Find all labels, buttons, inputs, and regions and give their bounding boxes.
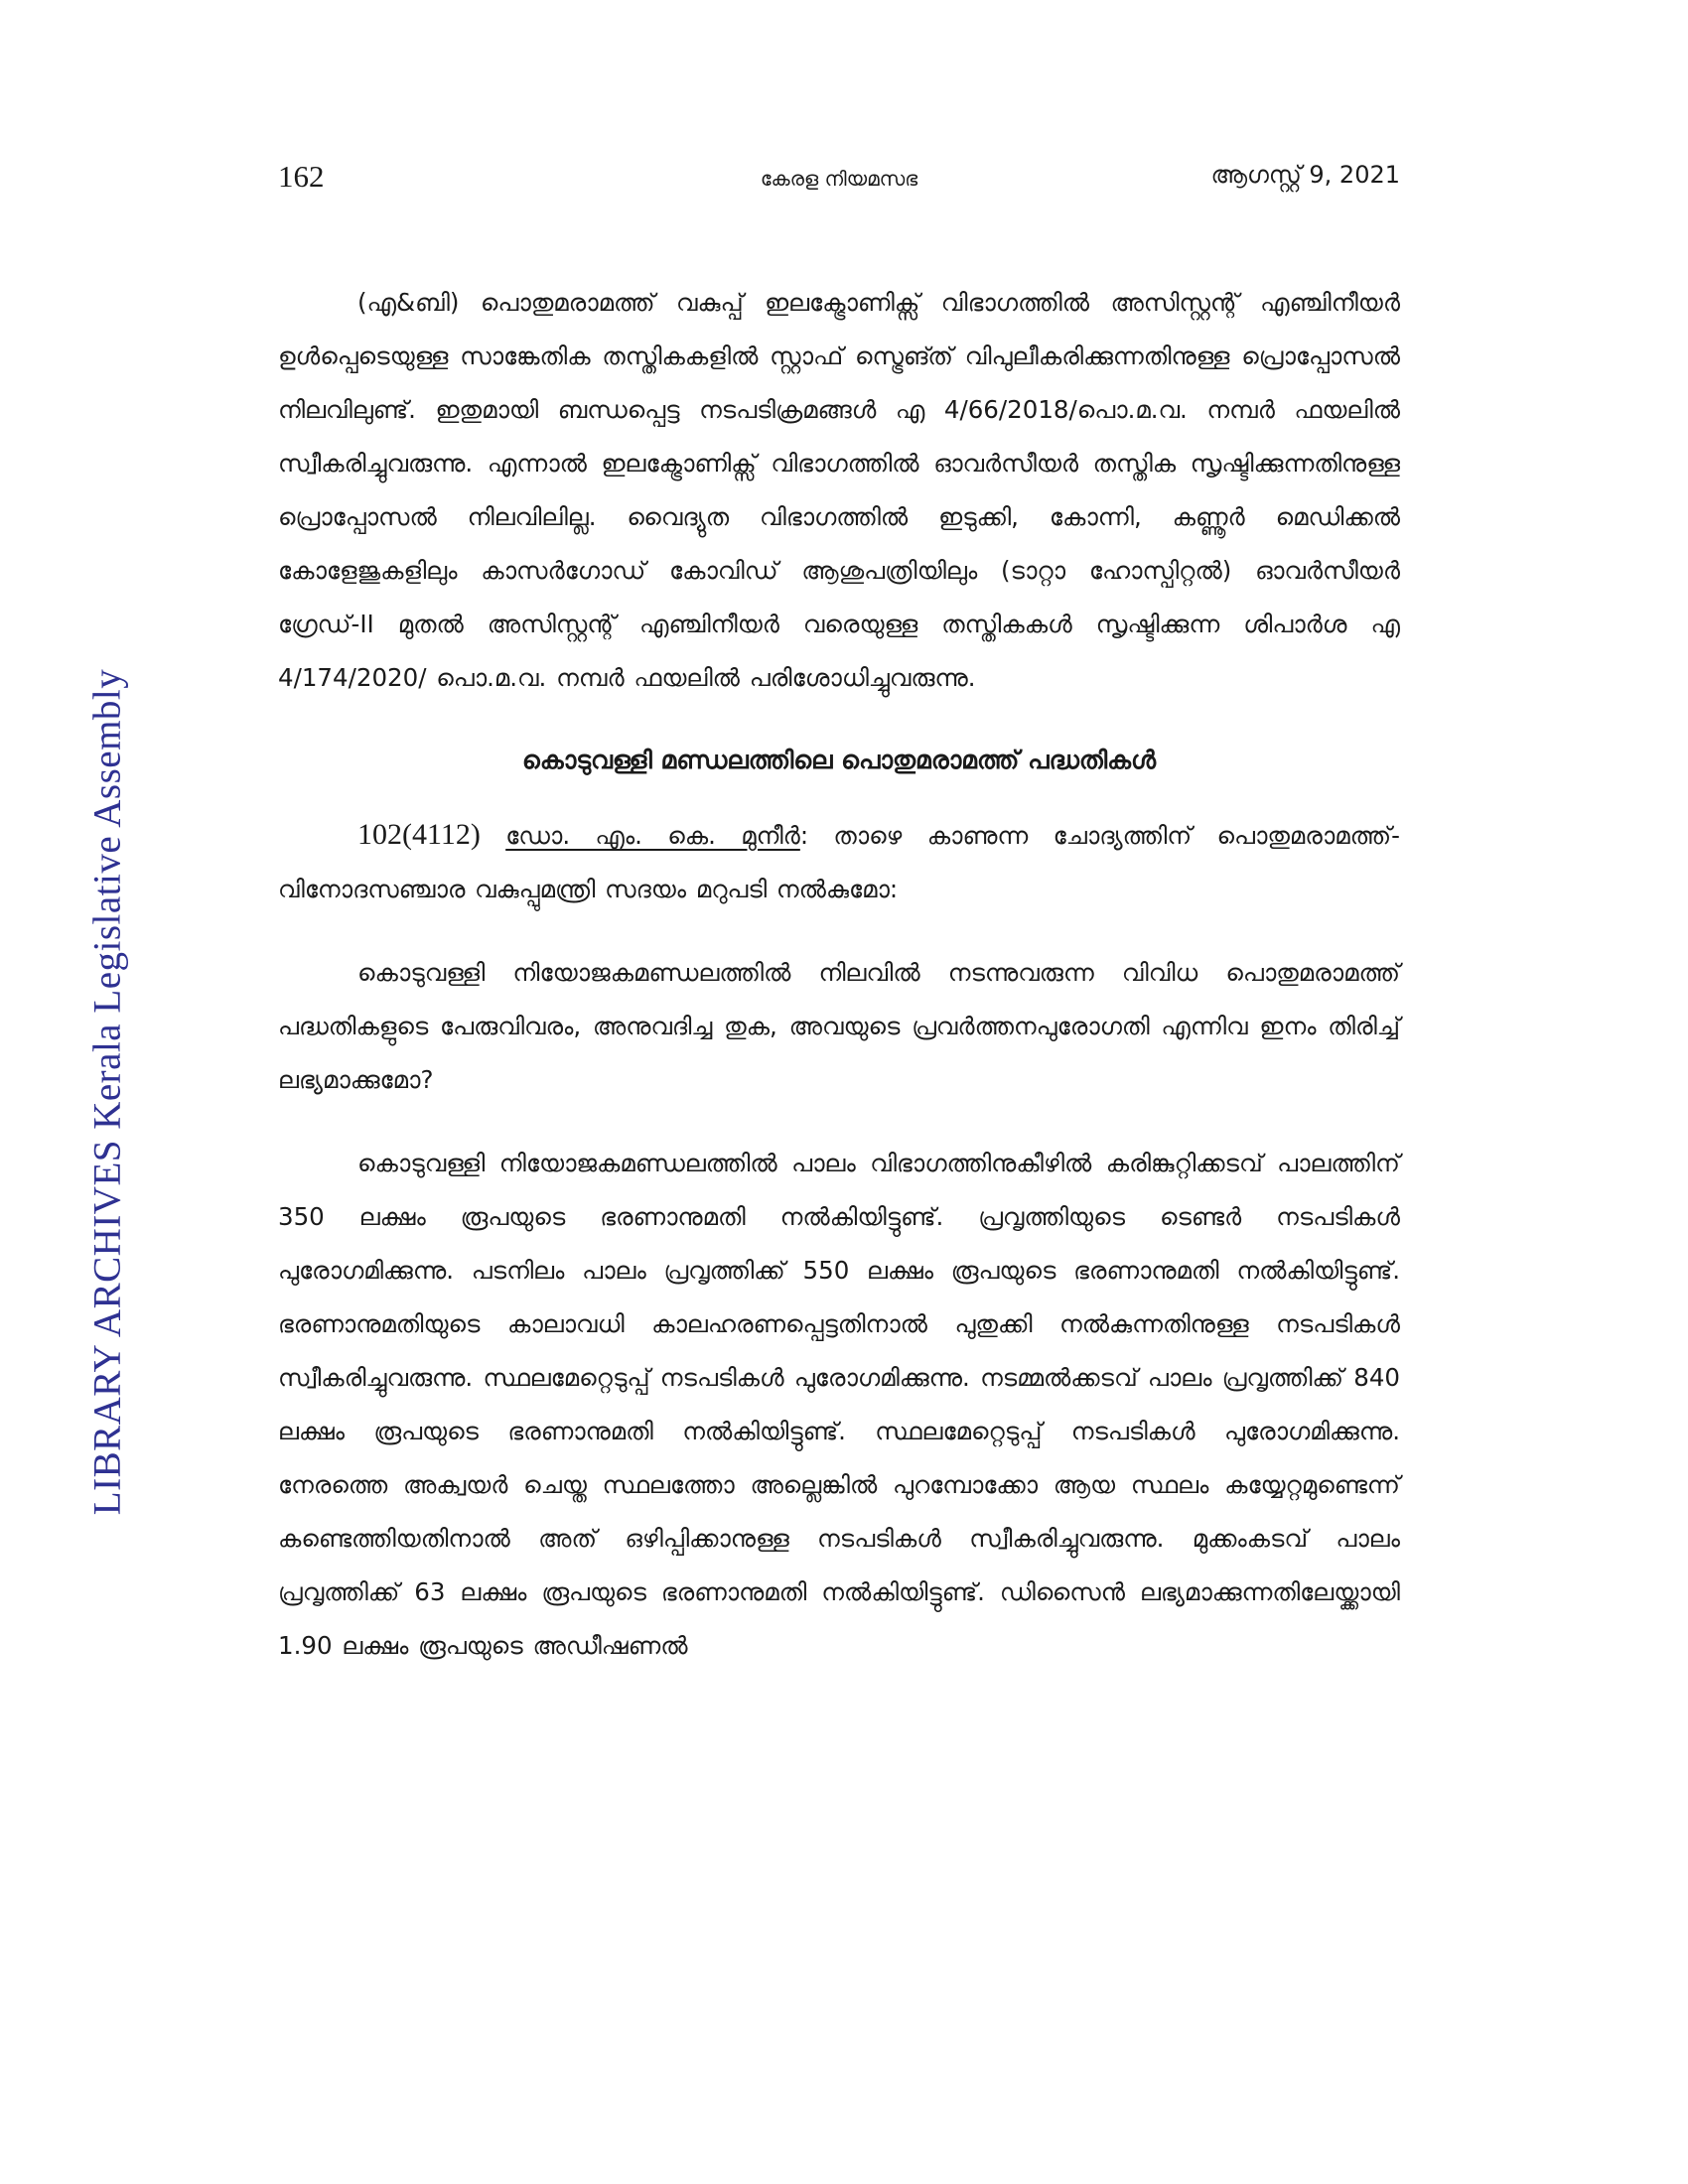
question-text: കൊടുവള്ളി നിയോജകമണ്ഡലത്തിൽ നിലവിൽ നടന്നുവരുന്ന വിവിധ പൊതുമരാമത്ത് പദ്ധതികളുടെ പേരുവിവരം, അനുവദിച്ച തുക, അവയുടെ പ്രവർത്തനപുരോഗതി എന്നിവ ഇനം തിരിച്ച് ലഭ്യമാക്കുമോ? [278, 958, 1400, 1094]
paragraph-staff-proposal: (എ&ബി) പൊതുമരാമത്ത് വകുപ്പ് ഇലക്ട്രോണിക്സ് വിഭാഗത്തിൽ അസിസ്റ്റന്റ് എഞ്ചിനീയർ ഉൾപ്പെടെയുള്ള സാങ്കേതിക തസ്തികകളിൽ സ്റ്റാഫ് സ്ട്രെങ്ത് വിപുലീകരിക്കുന്നതിനുള്ള പ്രൊപ്പോസൽ നിലവിലുണ്ട്. ഇതുമായി ബന്ധപ്പെട്ട നടപടിക്രമങ്ങൾ എ 4/66/2018/പൊ.മ.വ. നമ്പർ ഫയലിൽ സ്വീകരിച്ചുവരുന്നു. എന്നാൽ ഇലക്ട്രോണിക്സ് വിഭാഗത്തിൽ ഓവർസീയർ തസ്തിക സൃഷ്ടിക്കുന്നതിനുള്ള പ്രൊപ്പോസൽ നിലവിലില്ല. വൈദ്യുത വിഭാഗത്തിൽ ഇടുക്കി, കോന്നി, കണ്ണൂർ മെഡിക്കൽ കോളേജുകളിലും കാസർഗോഡ് കോവിഡ് ആശുപത്രിയിലും (ടാറ്റാ ഹോസ്പിറ്റൽ) ഓവർസീയർ ഗ്രേഡ്-II മുതൽ അസിസ്റ്റന്റ് എഞ്ചിനീയർ വരെയുള്ള തസ്തികകൾ സൃഷ്ടിക്കുന്ന ശിപാർശ എ 4/174/2020/ പൊ.മ.വ. നമ്പർ ഫയലിൽ പരിശോധിച്ചുവരുന്നു. [278, 288, 1400, 692]
question-number: 102(4112) [357, 818, 481, 851]
page-header [278, 159, 1400, 199]
section-title: കൊടുവള്ളി മണ്ഡലത്തിലെ പൊതുമരാമത്ത് പദ്ധതികൾ [521, 746, 1157, 774]
document-body [278, 276, 1400, 1673]
page-date: ആഗസ്റ്റ് 9, 2021 [1210, 161, 1400, 189]
question-intro-text: : താഴെ കാണുന്ന ചോദ്യത്തിന് പൊതുമരാമത്ത്-വിനോദസഞ്ചാര വകുപ്പുമന്ത്രി സദയം മറുപടി നൽകുമോ: [278, 821, 1400, 903]
question-member: ഡോ. എം. കെ. മുനീർ [505, 821, 800, 850]
page-heading: കേരള നിയമസഭ [760, 167, 918, 191]
question-intro [278, 808, 1400, 916]
archive-watermark: LIBRARY ARCHIVES Kerala Legislative Assembly [85, 668, 129, 1516]
answer-text: കൊടുവള്ളി നിയോജകമണ്ഡലത്തിൽ പാലം വിഭാഗത്തിനുകീഴിൽ കരിങ്കുറ്റിക്കടവ് പാലത്തിന് 350 ലക്ഷം രൂപയുടെ ഭരണാനുമതി നൽകിയിട്ടുണ്ട്. പ്രവൃത്തിയുടെ ടെണ്ടർ നടപടികൾ പുരോഗമിക്കുന്നു. പടനിലം പാലം പ്രവൃത്തിക്ക് 550 ലക്ഷം രൂപയുടെ ഭരണാനുമതി നൽകിയിട്ടുണ്ട്. ഭരണാനുമതിയുടെ കാലാവധി കാലഹരണപ്പെട്ടതിനാൽ പുതുക്കി നൽകുന്നതിനുള്ള നടപടികൾ സ്വീകരിച്ചുവരുന്നു. സ്ഥലമേറ്റെടുപ്പ് നടപടികൾ പുരോഗമിക്കുന്നു. നടമ്മൽക്കടവ് പാലം പ്രവൃത്തിക്ക് 840 ലക്ഷം രൂപയുടെ ഭരണാനുമതി നൽകിയിട്ടുണ്ട്. സ്ഥലമേറ്റെടുപ്പ് നടപടികൾ പുരോഗമിക്കുന്നു. നേരത്തെ അക്വയർ ചെയ്ത സ്ഥലത്തോ അല്ലെങ്കിൽ പുറമ്പോക്കോ ആയ സ്ഥലം കയ്യേറ്റമുണ്ടെന്ന് കണ്ടെത്തിയതിനാൽ അത് ഒഴിപ്പിക്കാനുള്ള നടപടികൾ സ്വീകരിച്ചുവരുന്നു. മുക്കംകടവ് പാലം പ്രവൃത്തിക്ക് 63 ലക്ഷം രൂപയുടെ ഭരണാനുമതി നൽകിയിട്ടുണ്ട്. ഡിസൈൻ ലഭ്യമാക്കുന്നതിലേയ്ക്കായി 1.90 ലക്ഷം രൂപയുടെ അഡീഷണൽ [278, 1149, 1400, 1660]
page-number: 162 [278, 159, 325, 194]
